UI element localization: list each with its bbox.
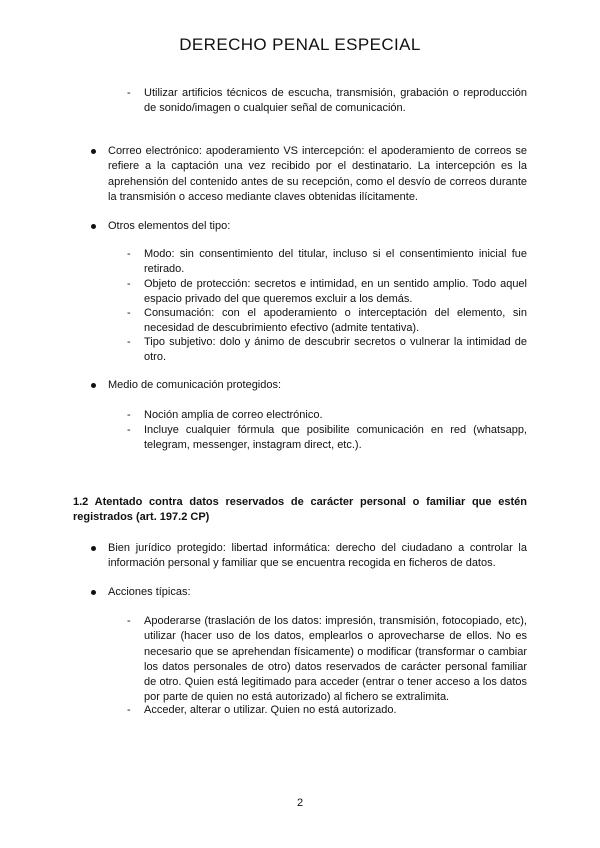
section-heading: 1.2 Atentado contra datos reservados de carácter personal o familiar que estén registrados (art. 197.2 CP) (73, 496, 527, 524)
dash-marker: - (127, 278, 131, 290)
bullet-dot (91, 149, 96, 154)
dash-marker: - (127, 424, 131, 436)
bullet-text: Acciones típicas: (108, 586, 191, 598)
list-item-text: Noción amplia de correo electrónico. (144, 409, 323, 421)
list-item-text: Objeto de protección: secretos e intimidad, en un sentido amplio. Todo aquel espacio privado del que queremos excluir a los demás. (144, 278, 527, 306)
bullet-text: Correo electrónico: apoderamiento VS intercepción: el apoderamiento de correos se refiere a la captación una vez recibido por el destinatario. La intercepción es la aprehensión del contenido antes de su recepción, como el desvío de correos durante la transmisión o acceso mediante claves obtenidas ilícitamente. (108, 145, 527, 203)
bullet-dot (91, 546, 96, 551)
dash-marker: - (127, 704, 131, 716)
dash-marker: - (127, 307, 131, 319)
list-item-text: Consumación: con el apoderamiento o interceptación del elemento, sin necesidad de descubrimiento efectivo (admite tentativa). (144, 307, 527, 335)
list-item-text: Acceder, alterar o utilizar. Quien no está autorizado. (144, 704, 397, 716)
dash-marker: - (127, 336, 131, 348)
list-item-text: Modo: sin consentimiento del titular, incluso si el consentimiento inicial fue retirado. (144, 248, 527, 276)
bullet-dot (91, 224, 96, 229)
bullet-text: Medio de comunicación protegidos: (108, 379, 282, 391)
list-item-text: Apoderarse (traslación de los datos: impresión, transmisión, fotocopiado, etc), utilizar (hacer uso de los datos, emplearlos o aprovecharse de ellos. No es necesario que se aprehendan físicamente) o modificar (transformar o cambiar los datos personales de otro) datos reservados de carácter personal familiar de otro. Quien está legitimado para acceder (entrar o tener acceso a los datos por parte de quien no está autorizado) al fichero se extralimita. (144, 615, 527, 704)
bullet-dot (91, 383, 96, 388)
list-item-text: Incluye cualquier fórmula que posibilite comunicación en red (whatsapp, telegram, messenger, instagram direct, etc.). (144, 424, 527, 452)
list-item-text: Tipo subjetivo: dolo y ánimo de descubrir secretos o vulnerar la intimidad de otro. (144, 336, 527, 364)
page-number: 2 (296, 797, 304, 809)
bullet-dot (91, 590, 96, 595)
list-item-text: Utilizar artificios técnicos de escucha, transmisión, grabación o reproducción de sonido/imagen o cualquier señal de comunicación. (144, 87, 527, 115)
dash-marker: - (127, 248, 131, 260)
page-title: DERECHO PENAL ESPECIAL (179, 35, 421, 54)
dash-marker: - (127, 615, 131, 627)
bullet-text: Bien jurídico protegido: libertad informática: derecho del ciudadano a controlar la información personal y familiar que se encuentra recogida en ficheros de datos. (108, 542, 527, 570)
bullet-text: Otros elementos del tipo: (108, 220, 231, 232)
dash-marker: - (127, 409, 131, 421)
dash-marker: - (127, 87, 131, 99)
